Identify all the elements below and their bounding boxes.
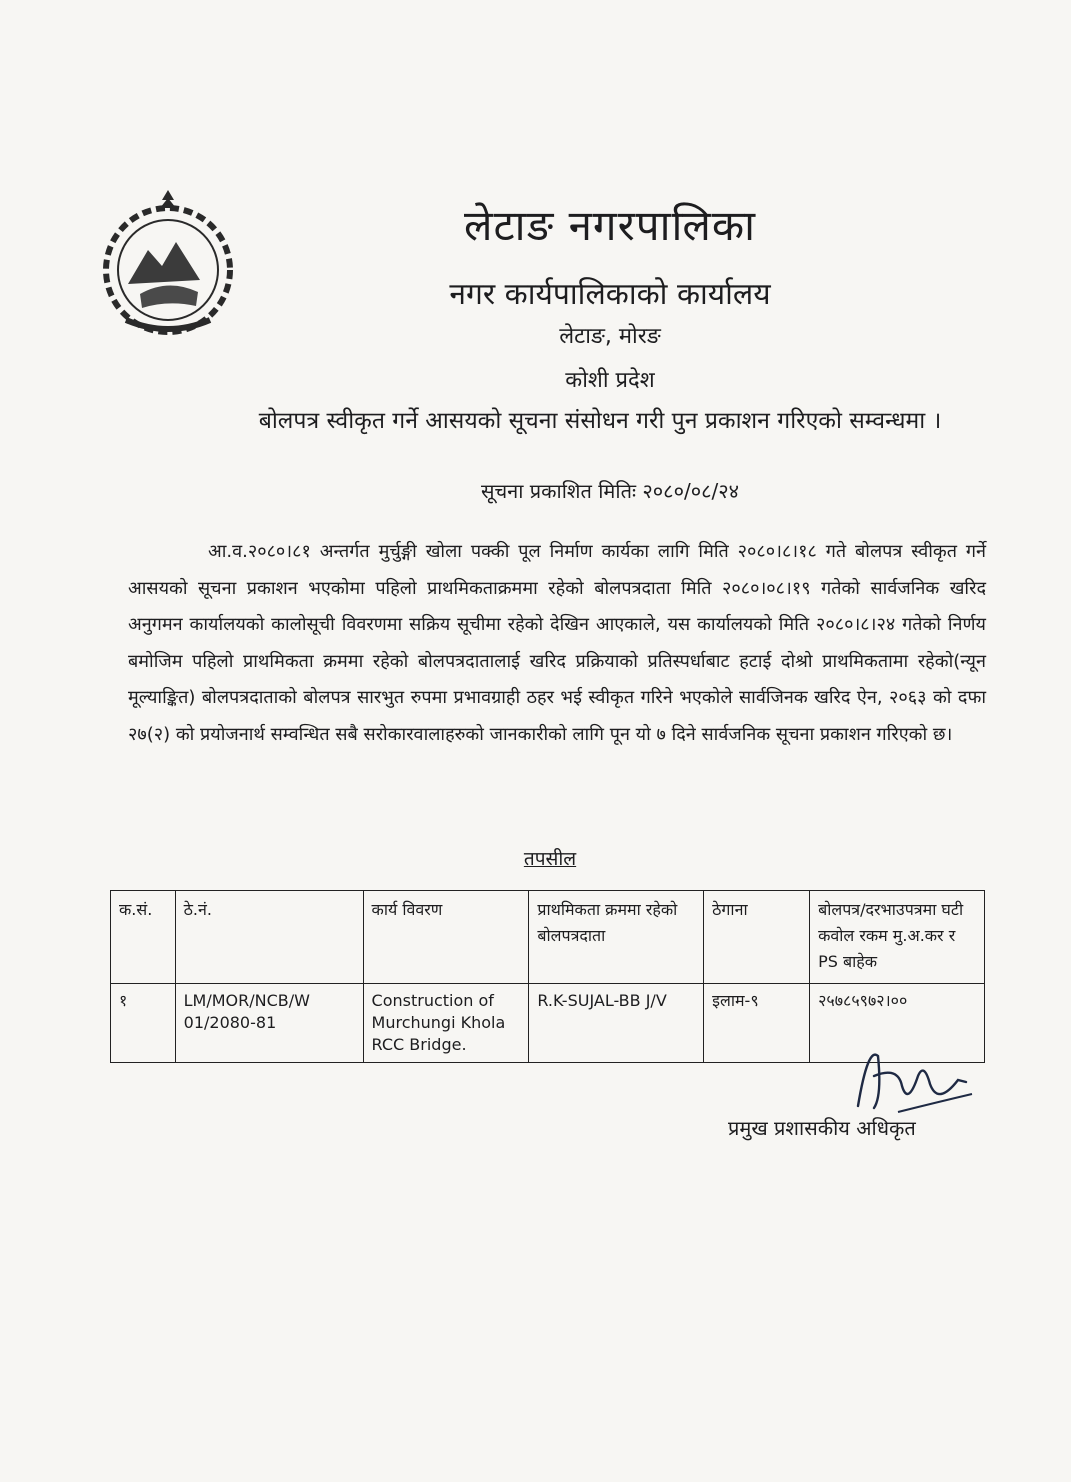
publication-date: सूचना प्रकाशित मितिः २०८०/०८/२४ [480,479,740,503]
column-header-bid-amount: बोलपत्र/दरभाउपत्रमा घटी कवोल रकम मु.अ.कर र PS बाहेक [810,891,985,984]
column-header-priority-bidder: प्राथमिकता क्रममा रहेको बोलपत्रदाता [529,891,704,984]
cell-bid-amount: २५७८५९७२।०० [810,984,985,1063]
province-name: कोशी प्रदेश [565,368,655,393]
cell-contract-no: LM/MOR/NCB/W 01/2080-81 [175,984,363,1063]
office-location: लेटाङ, मोरङ [559,324,661,349]
table-header-row [111,891,985,984]
column-header-sn: क.सं. [111,891,176,984]
column-header-address: ठेगाना [704,891,810,984]
cell-work-description: Construction of Murchungi Khola RCC Bridge. [363,984,529,1063]
schedule-heading: तपसील [523,848,577,870]
handwritten-signature-icon [838,1036,978,1116]
cell-sn: १ [111,984,176,1063]
notice-subject: बोलपत्र स्वीकृत गर्ने आसयको सूचना संसोधन गरी पुन प्रकाशन गरिएको सम्वन्धमा । [258,408,942,434]
column-header-contract-no: ठे.नं. [175,891,363,984]
municipality-title: लेटाङ नगरपालिका [464,201,756,250]
notice-body: आ.व.२०८०।८१ अन्तर्गत मुर्चुङ्गी खोला पक्की पूल निर्माण कार्यका लागि मिति २०८०।८।१८ गते बोलपत्र स्वीकृत गर्ने आसयको सूचना प्रकाशन भएकोमा पहिलो प्राथमिकताक्रममा रहेको बोलपत्रदाता मिति २०८०।०८।१९ गतेको सार्वजनिक खरिद अनुगमन कार्यालयको कालोसूची विवरणमा सक्रिय सूचीमा रहेको देखिन आएकाले, यस कार्यालयको मिति २०८०।८।२४ गतेको निर्णय बमोजिम पहिलो प्राथमिकता क्रममा रहेको बोलपत्रदातालाई खरिद प्रक्रियाको प्रतिस्पर्धाबाट हटाई दोश्रो प्राथमिकतामा रहेको(न्यून मूल्याङ्कित) बोलपत्रदाताको बोलपत्र सारभुत रुपमा प्रभावग्राही ठहर भई स्वीकृत गरिने भएकोले सार्वजिनक खरिद ऐन, २०६३ को दफा २७(२) को प्रयोजनार्थ सम्वन्धित सबै सरोकारवालाहरुको जानकारीको लागि पून यो ७ दिने सार्वजनिक सूचना प्रकाशन गरिएको छ। [128,541,986,745]
cell-bidder: R.K-SUJAL-BB J/V [529,984,704,1063]
nepal-government-emblem-icon [88,188,248,348]
office-name: नगर कार्यपालिकाको कार्यालय [449,277,771,312]
column-header-work-description: कार्य विवरण [363,891,529,984]
cell-address: इलाम-९ [704,984,810,1063]
signatory-designation: प्रमुख प्रशासकीय अधिकृत [728,1116,916,1140]
